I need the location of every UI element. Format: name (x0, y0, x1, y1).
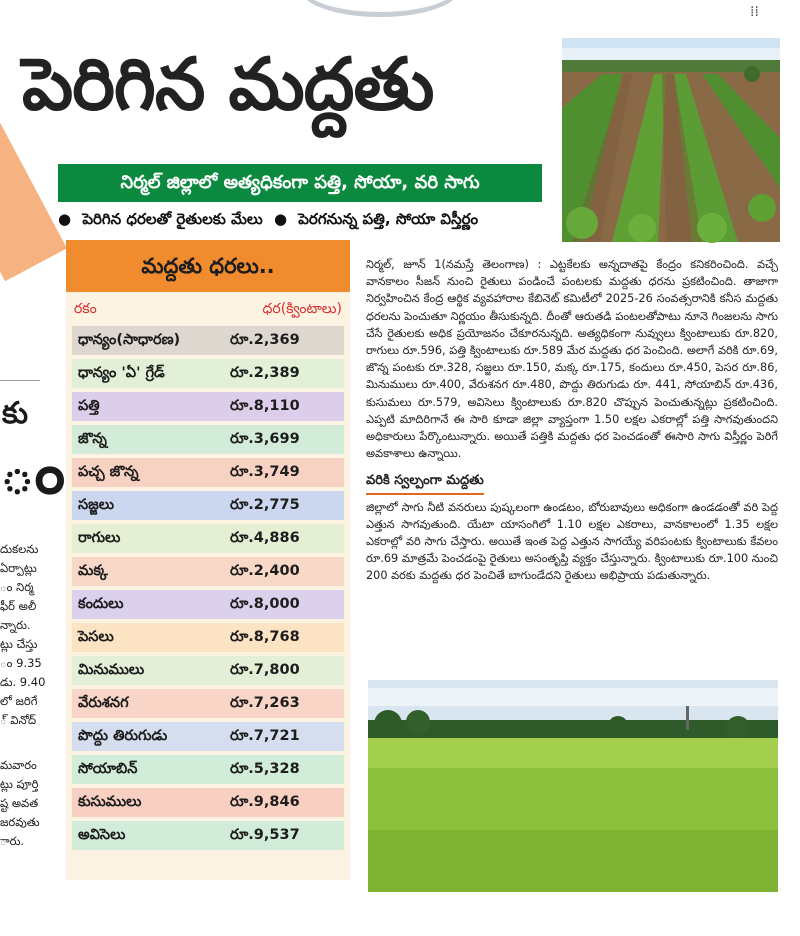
support-price-table (66, 240, 350, 880)
table-row (72, 788, 344, 817)
crop-price: రూ.2,400 (230, 563, 300, 579)
table-header-row (66, 292, 350, 326)
table-row (72, 524, 344, 553)
table-row (72, 491, 344, 520)
crop-name: ధాన్యం(సాధారణ) (78, 332, 181, 348)
table-row (72, 425, 344, 454)
table-row (72, 458, 344, 487)
fragment-line: ట్లు పూర్తి (0, 777, 39, 791)
paddy-field-photo (368, 680, 778, 892)
crop-price: రూ.5,328 (230, 761, 300, 777)
crop-name: జొన్న (78, 431, 107, 447)
bullet-points (58, 210, 484, 232)
cotton-field-photo (562, 38, 780, 242)
crop-name: మక్క (78, 563, 108, 579)
crop-price: రూ.7,800 (230, 662, 300, 678)
crop-price: రూ.8,110 (230, 398, 300, 414)
fragment-text (0, 540, 48, 851)
fragment-line: జరవుతు (0, 815, 40, 829)
crop-price: రూ.2,775 (230, 497, 300, 513)
column-header-crop: రకం (74, 301, 97, 317)
crop-name: పెసలు (78, 629, 114, 645)
fragment-line: ఏర్పాట్లు (0, 561, 37, 575)
fragment-line: ం 9.35 (0, 656, 42, 670)
crop-price: రూ.3,699 (230, 431, 300, 447)
fragment-line: ఫీర్ అలీ (0, 599, 37, 613)
adjacent-article-fragment (0, 0, 66, 936)
fragment-line: ష్ట అవత (0, 796, 39, 810)
fragment-line: దుకలను (0, 542, 39, 556)
crop-name: వేరుశనగ (78, 695, 129, 711)
crop-price: రూ.4,886 (230, 530, 300, 546)
article-paragraph: జిల్లాలో సాగు నీటి వనరులు పుష్కలంగా ఉండటం, బోరుబావులు అధికంగా ఉండడంతో వరి పెద్ద ఎత్తున సాగవుతుంది. యేటా యాసంగిలో 1.10 లక్షల ఎకరాలు, వానకాలంలో 1.35 లక్షల ఎకరాల్లో వరి సాగు చేస్తారు. అయితే ఇంత పెద్ద ఎత్తున సాగయ్యే వరిపంటకు క్వింటాలుకు కేవలం రూ.69 మాత్రమే పెంచడంపై రైతులు అసంతృప్తి వ్యక్తం చేస్తున్నారు. క్వింటాలుకు రూ.100 నుంచి 200 వరకు మద్దతు ధర పెంచితే బాగుండేదని రైతులు అభిప్రాయ పడుతున్నారు. (366, 500, 778, 583)
crop-name: కుసుములు (78, 794, 142, 810)
crop-price: రూ.9,537 (230, 827, 300, 843)
crop-price: రూ.8,768 (230, 629, 300, 645)
crop-name: అవిసెలు (78, 827, 126, 843)
bullet-icon: ● (58, 210, 72, 228)
table-row (72, 656, 344, 685)
fragment-heading: కు (2, 396, 29, 431)
fragment-line: మవారం (0, 758, 37, 772)
fragment-line: డు. 9.40 (0, 675, 46, 689)
table-row (72, 359, 344, 388)
divider (0, 380, 40, 381)
table-row (72, 392, 344, 421)
crop-price: రూ.7,263 (230, 695, 300, 711)
crop-price: రూ.8,000 (230, 596, 300, 612)
bullet-icon: ● (273, 210, 288, 228)
crop-name: కందులు (78, 596, 124, 612)
article-paragraph: నిర్మల్, జూన్ 1(నమస్తే తెలంగాణ) : ఎట్టకేలకు అన్నదాతపై కేంద్రం కనికరించింది. వచ్చే వానకాలం సీజన్ నుంచి రైతులు పండించే పంటలకు మద్దతు ధరను ప్రకటించింది. తాజాగా నిర్వహించిన కేంద్ర ఆర్థిక వ్యవహారాల కేబినెట్ కమిటీలో 2025-26 సంవత్సరానికి కనీస మద్దతు ధరలను పెంచుతూ నిర్ణయం తీసుకున్నది. దీంతో ఆరుతడి పంటలతోపాటు నూనె గింజలను సాగు చేసే రైతులకు అధిక ప్రయోజనం చేకూరనున్నది. అత్యధికంగా నువ్వులు క్వింటాలుకు రూ.820, రాగులు రూ.596, పత్తి క్వింటాలుకు రూ.589 మేర మద్దతు ధర పెంచింది. అలాగే వరికి రూ.69, జొన్న పంటకు రూ.328, సజ్జలు రూ.150, మక్క రూ.175, కందులు రూ.450, పెసర రూ.86, మినుములు రూ.400, వేరుశనగ రూ.480, పొద్దు తిరుగుడు రూ. 441, సోయాబిన్ రూ.436, కుసుమలు రూ.579, అవిసెలు క్వింటాలుకు రూ.820 చొప్పున పెంచుతున్నట్లు ప్రకటించింది. ఎప్పటి మాదిరిగానే ఈ సారి కూడా జిల్లా వ్యాప్తంగా 1.50 లక్షల ఎకరాల్లో పత్తి సాగవుతుందని అధికారులు పేర్కొంటున్నారు. అయితే పత్తికి మద్దతు ధర పెంచడంతో ఈసారి సాగు విస్తీర్ణం పెరిగే అవకాశాలు ఉన్నాయి. (366, 258, 778, 461)
fragment-line (0, 730, 48, 756)
fragment-line: ం నిర్మ (0, 580, 34, 594)
crop-name: పత్తి (78, 398, 100, 414)
table-row (72, 755, 344, 784)
crop-price: రూ.2,389 (230, 365, 300, 381)
column-header-price: ధర(క్వింటాలు) (262, 301, 342, 317)
bullet-text: పెరగనున్న పత్తి, సోయా విస్తీర్ణం (298, 210, 479, 228)
subheadline-banner: నిర్మల్ జిల్లాలో అత్యధికంగా పత్తి, సోయా, వరి సాగు (58, 164, 542, 202)
masthead-seal (300, 0, 460, 17)
crop-price: రూ.9,846 (230, 794, 300, 810)
article-body (366, 256, 778, 585)
crop-name: మినుములు (78, 662, 145, 678)
crop-price: రూ.3,749 (230, 464, 300, 480)
crop-price: రూ.7,721 (230, 728, 300, 744)
crop-name: పచ్చ జొన్న (78, 464, 139, 480)
table-row (72, 623, 344, 652)
fragment-line: ట్లు చేస్తు (0, 637, 38, 651)
fragment-line: ారు. (0, 834, 25, 848)
crop-name: ధాన్యం 'ఏ' గ్రేడ్ (78, 365, 165, 381)
fragment-heading-large: ం (0, 438, 66, 508)
headline: పెరిగిన మద్దతు (22, 42, 434, 126)
table-body (66, 326, 350, 850)
fragment-line: న్నారు. (0, 618, 31, 632)
table-row (72, 557, 344, 586)
table-row (72, 326, 344, 355)
table-row (72, 821, 344, 850)
article-subhead: వరికి స్వల్పంగా మద్దతు (366, 472, 484, 494)
table-row (72, 689, 344, 718)
table-row (72, 722, 344, 751)
fragment-line: లో జరిగే (0, 694, 38, 708)
table-title: మద్దతు ధరలు.. (66, 240, 350, 292)
fragment-line: ్ వినోద్ (0, 713, 37, 727)
bullet-text: పెరిగిన ధరలతో రైతులకు మేలు (82, 210, 263, 228)
crop-name: రాగులు (78, 530, 121, 546)
corner-mark: ⁞⁞ (750, 4, 759, 20)
crop-name: సోయాబిన్ (78, 761, 138, 777)
crop-name: పొద్దు తిరుగుడు (78, 728, 168, 744)
crop-name: సజ్జలు (78, 497, 115, 513)
table-row (72, 590, 344, 619)
crop-price: రూ.2,369 (230, 332, 300, 348)
